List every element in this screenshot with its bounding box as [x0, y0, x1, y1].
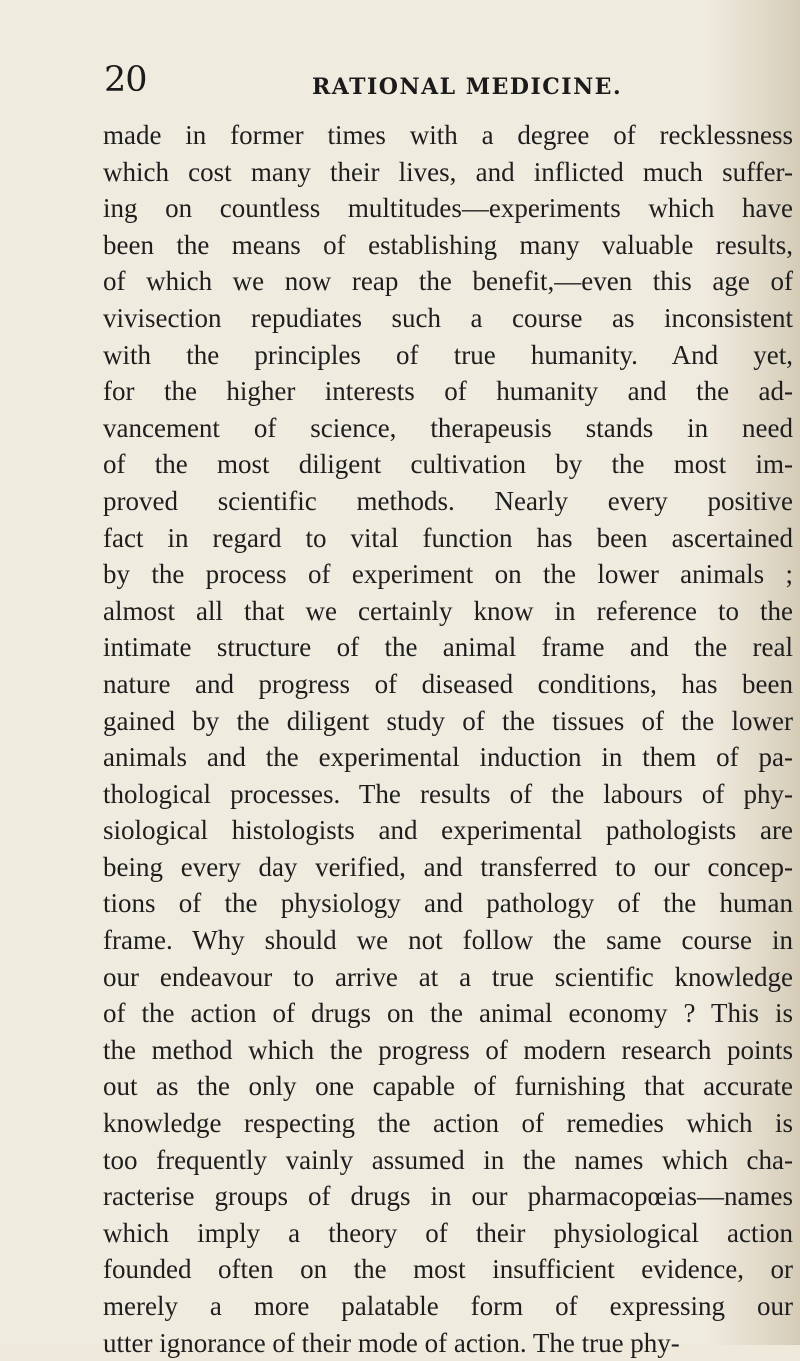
- page-header: [0, 54, 800, 106]
- page-number: 20: [104, 60, 147, 100]
- text-line: been the means of establishing many valuable results,: [103, 229, 793, 260]
- text-line: out as the only one capable of furnishing that accurate: [103, 1071, 793, 1102]
- text-line: vancement of science, therapeusis stands in need: [103, 412, 793, 443]
- text-line: our endeavour to arrive at a true scientific knowledge: [103, 961, 793, 992]
- text-line: frame. Why should we not follow the same course in: [103, 925, 793, 956]
- text-line: merely a more palatable form of expressing our: [103, 1291, 793, 1321]
- text-line: with the principles of true humanity. And yet,: [103, 339, 793, 370]
- text-line: of which we now reap the benefit,—even this age of: [103, 266, 793, 297]
- text-line: knowledge respecting the action of remedies which is: [103, 1108, 793, 1139]
- text-line: by the process of experiment on the lower animals ;: [103, 559, 793, 590]
- text-line: nature and progress of diseased conditions, has been: [103, 668, 793, 699]
- text-line: which imply a theory of their physiological action: [103, 1217, 793, 1248]
- text-line: which cost many their lives, and inflicted much suffer-: [103, 156, 793, 187]
- text-line: made in former times with a degree of recklessness: [103, 120, 793, 150]
- text-line: utter ignorance of their mode of action. The true phy-: [103, 1327, 680, 1358]
- text-line: gained by the diligent study of the tissues of the lower: [103, 705, 793, 736]
- text-line: thological processes. The results of the labours of phy-: [103, 778, 793, 809]
- text-line: of the most diligent cultivation by the most im-: [103, 449, 793, 480]
- text-line: too frequently vainly assumed in the names which cha-: [103, 1144, 793, 1175]
- text-line: fact in regard to vital function has been ascertained: [103, 522, 793, 553]
- text-line: racterise groups of drugs in our pharmacopœias—names: [103, 1181, 793, 1212]
- text-line: of the action of drugs on the animal economy ? This is: [103, 998, 793, 1029]
- text-line: animals and the experimental induction in them of pa-: [103, 742, 793, 773]
- text-line: vivisection repudiates such a course as inconsistent: [103, 302, 793, 333]
- text-line: tions of the physiology and pathology of the human: [103, 888, 793, 919]
- text-line: siological histologists and experimental pathologists are: [103, 815, 793, 846]
- text-line: proved scientific methods. Nearly every positive: [103, 485, 793, 516]
- text-line: intimate structure of the animal frame and the real: [103, 632, 793, 663]
- text-line: being every day verified, and transferred to our concep-: [103, 851, 793, 882]
- text-line: founded often on the most insufficient evidence, or: [103, 1254, 793, 1285]
- text-line: for the higher interests of humanity and the ad-: [103, 376, 793, 407]
- running-title: RATIONAL MEDICINE.: [312, 74, 623, 100]
- text-line: the method which the progress of modern research points: [103, 1034, 793, 1065]
- body-paragraph: [103, 117, 793, 1361]
- text-line: ing on countless multitudes—experiments which have: [103, 193, 793, 224]
- text-line: almost all that we certainly know in reference to the: [103, 595, 793, 626]
